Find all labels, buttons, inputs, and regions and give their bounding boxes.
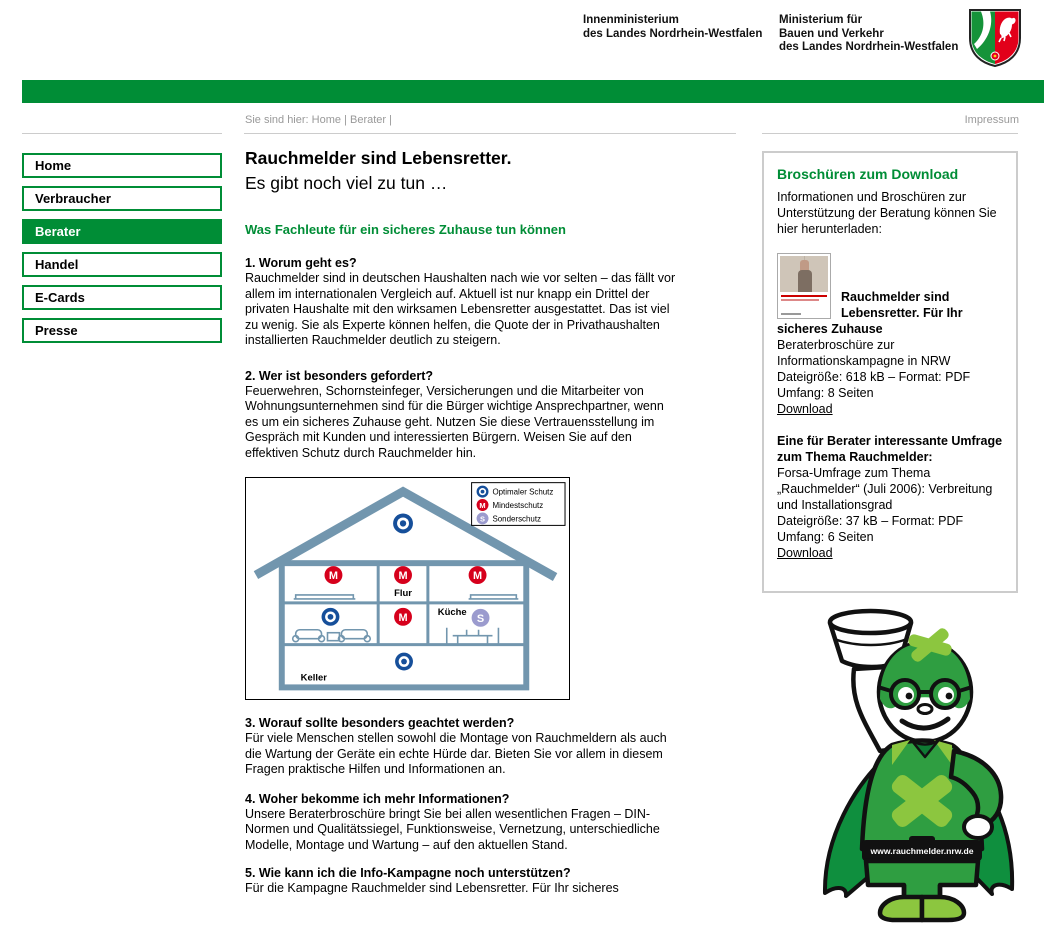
content-section-3: [245, 715, 677, 778]
download-item-filesize: Dateigröße: 618 kB – Format: PDF: [777, 370, 971, 384]
download-link-brochure[interactable]: Download: [777, 402, 833, 416]
svg-text:S: S: [480, 514, 486, 524]
download-item-desc: Forsa-Umfrage zum Thema „Rauchmelder“ (Juli 2006): Verbreitung und Installationsgrad: [777, 466, 993, 512]
sidebar-item-verbraucher[interactable]: Verbraucher: [22, 186, 222, 211]
legend-label-sonder: Sonderschutz: [492, 514, 542, 524]
download-item-pages: Umfang: 6 Seiten: [777, 530, 874, 544]
svg-text:M: M: [479, 500, 486, 510]
special-protection-icon: [472, 609, 490, 627]
breadcrumb-link-berater[interactable]: Berater: [349, 114, 387, 126]
ministry-building-transport-label: Ministerium für Bauen und Verkehr des Landes Nordrhein-Westfalen: [779, 14, 959, 53]
content-section-5: [245, 865, 677, 897]
download-link-survey[interactable]: Download: [777, 546, 833, 560]
section-heading: 4. Woher bekomme ich mehr Informationen?: [245, 791, 510, 806]
svg-text:S: S: [476, 612, 485, 625]
section-heading: 2. Wer ist besonders gefordert?: [245, 368, 434, 383]
content-section-2: [245, 368, 677, 462]
sidebar-item-home[interactable]: Home: [22, 153, 222, 178]
impressum-link[interactable]: Impressum: [964, 114, 1019, 126]
download-item-pages: Umfang: 8 Seiten: [777, 386, 874, 400]
diagram-legend: [472, 483, 565, 526]
svg-text:M: M: [328, 570, 339, 583]
section-heading: 5. Wie kann ich die Info-Kampagne noch unterstützen?: [245, 866, 571, 880]
sidebar-item-ecards[interactable]: E-Cards: [22, 285, 222, 310]
breadcrumb: Sie sind hier: Home | Berater |: [245, 114, 392, 126]
section-body: Unsere Beraterbroschüre bringt Sie bei allen wesentlichen Fragen – DIN-Normen und Qualitätssiegel, Funktionsweise, Vernetzung, unterschiedliche Modelle, Montage und Wartung – auf den aktuellen Stand.: [245, 806, 660, 852]
green-brand-bar: [22, 80, 1044, 103]
download-item-filesize: Dateigröße: 37 kB – Format: PDF: [777, 514, 964, 528]
section-subhead: Was Fachleute für ein sicheres Zuhause tun können: [245, 222, 566, 237]
downloads-intro: Informationen und Broschüren zur Unterstützung der Beratung können Sie hier herunterladen:: [777, 190, 997, 236]
divider: [762, 133, 1018, 134]
page-title: Rauchmelder sind Lebensretter.: [245, 148, 512, 168]
download-item-desc: Beraterbroschüre zur Informationskampagne in NRW: [777, 338, 951, 368]
content-section-4: [245, 791, 677, 854]
room-label-keller: Keller: [300, 672, 327, 684]
brochure-thumbnail[interactable]: [777, 253, 831, 319]
sidebar-item-berater[interactable]: Berater: [22, 219, 222, 244]
sidebar-item-handel[interactable]: Handel: [22, 252, 222, 277]
section-heading: 3. Worauf sollte besonders geachtet werden?: [245, 716, 515, 730]
download-item-title: Eine für Berater interessante Umfrage zum Thema Rauchmelder:: [777, 434, 1003, 464]
download-item-title: Rauchmelder sind Lebensretter. Für Ihr sicheres Zuhause: [777, 290, 963, 336]
house-protection-diagram: [245, 477, 570, 700]
brochure-photo: [780, 256, 828, 292]
mascot-belt-url: www.rauchmelder.nrw.de: [870, 846, 974, 856]
legend-label-optimal: Optimaler Schutz: [492, 487, 554, 497]
svg-text:M: M: [398, 611, 408, 624]
section-body: Für viele Menschen stellen sowohl die Montage von Rauchmeldern als auch die Wartung der Geräte ein echte Hürde dar. Bieten Sie vor allem in diesem Fragen praktische Hilfen und Informationen an.: [245, 731, 667, 776]
section-body: Rauchmelder sind in deutschen Haushalten nach wie vor selten – das fällt vor allem im internationalen Vergleich auf. Aktuell ist nur knapp ein Drittel der privaten Haushalte mit den wirksamen Lebensretter ausgestattet. Das ist viel zu wenig. Sie als Experte können helfen, die Quote der in Privathaushalten installierten Rauchmelder deutlich zu steigern.: [245, 271, 676, 347]
breadcrumb-prefix: Sie sind hier:: [245, 114, 309, 126]
sidebar-item-presse[interactable]: Presse: [22, 318, 222, 343]
main-content: [245, 146, 677, 897]
ministry-interior-label: Innenministerium des Landes Nordrhein-Westfalen: [583, 14, 763, 40]
smoke-detector-mascot: [792, 589, 1044, 925]
content-section-1: [245, 255, 677, 349]
downloads-panel: [762, 151, 1018, 593]
legend-label-mindest: Mindestschutz: [492, 500, 544, 510]
divider: [244, 133, 736, 134]
room-label-flur: Flur: [394, 587, 412, 599]
divider: [22, 133, 222, 134]
svg-text:M: M: [398, 570, 408, 583]
section-body: Für die Kampagne Rauchmelder sind Lebensretter. Für Ihr sicheres: [245, 881, 619, 895]
room-label-kueche: Küche: [437, 606, 467, 618]
section-body: Feuerwehren, Schornsteinfeger, Versicherungen und die Mitarbeiter von Wohnungsunternehmen sind für die Bürger wichtige Ansprechpartner, wenn es um ein sicheres Zuhause geht. Nutzen Sie diese Vertrauensstellung im Gespräch mit Kunden und interessierten Bürgern. Weisen Sie auf den effektiven Schutz durch Rauchmelder hin.: [245, 383, 664, 460]
breadcrumb-link-home[interactable]: Home: [311, 114, 341, 126]
downloads-title: Broschüren zum Download: [777, 166, 959, 182]
nrw-coat-of-arms-icon: [968, 8, 1022, 68]
svg-text:M: M: [473, 570, 483, 583]
section-heading: 1. Worum geht es?: [245, 256, 357, 270]
page-subtitle: Es gibt noch viel zu tun …: [245, 173, 448, 193]
sidebar-nav: [22, 153, 222, 351]
